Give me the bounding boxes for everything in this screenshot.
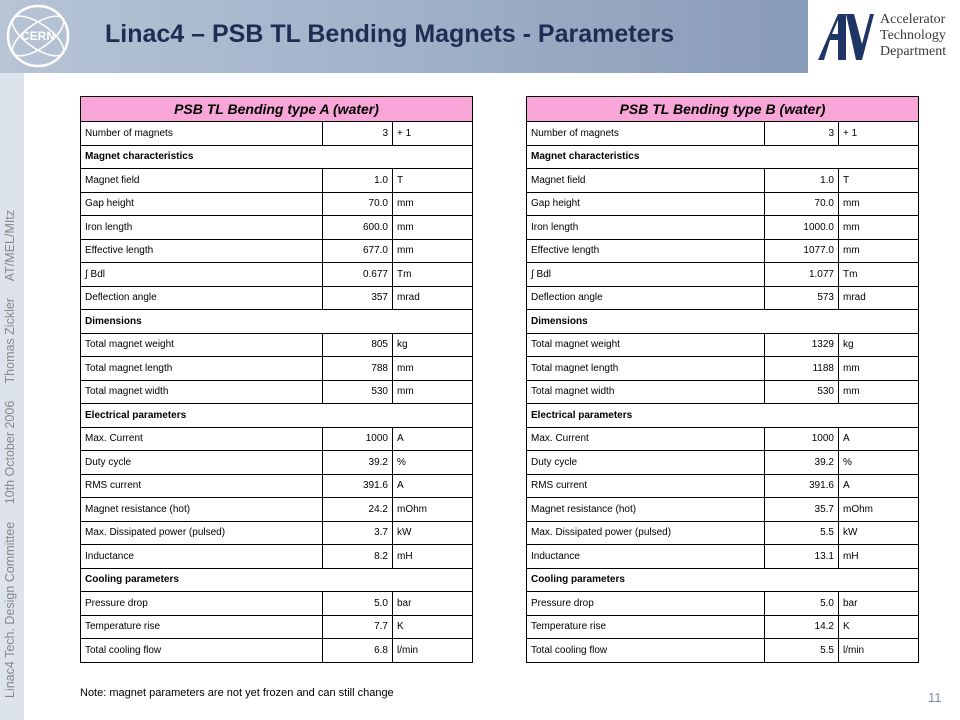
section-label: Electrical parameters <box>527 404 919 428</box>
param-label: Total magnet weight <box>527 333 765 357</box>
param-unit: mH <box>839 545 919 569</box>
slide-header <box>0 0 960 73</box>
section-label: Cooling parameters <box>81 568 473 592</box>
table-row <box>527 521 919 545</box>
slide-title: Linac4 – PSB TL Bending Magnets - Parameters <box>105 20 675 48</box>
param-label: Temperature rise <box>527 615 765 639</box>
table-row <box>527 545 919 569</box>
params-table-type-b <box>526 96 919 663</box>
section-label: Cooling parameters <box>527 568 919 592</box>
side-text-committee: Linac4 Tech. Design Committee <box>3 521 17 698</box>
table-row <box>81 192 473 216</box>
param-label: Duty cycle <box>527 451 765 475</box>
param-unit: % <box>839 451 919 475</box>
param-value: 1000 <box>323 427 393 451</box>
table-row <box>81 286 473 310</box>
section-row <box>81 145 473 169</box>
table-row <box>527 192 919 216</box>
atd-line-3: Department <box>880 44 947 59</box>
cern-logo-icon <box>5 3 71 69</box>
param-value: 39.2 <box>323 451 393 475</box>
table-row <box>81 239 473 263</box>
param-value: 35.7 <box>765 498 839 522</box>
side-text-author: Thomas Zickler <box>3 298 17 384</box>
atd-line-2: Technology <box>880 28 946 43</box>
param-unit: bar <box>393 592 473 616</box>
param-unit: + 1 <box>839 122 919 146</box>
params-table-type-a <box>80 96 473 663</box>
param-label: Iron length <box>81 216 323 240</box>
param-unit: mm <box>839 192 919 216</box>
param-value: 70.0 <box>765 192 839 216</box>
param-label: Number of magnets <box>81 122 323 146</box>
param-value: 5.5 <box>765 639 839 663</box>
param-value: 530 <box>323 380 393 404</box>
table-row <box>527 263 919 287</box>
table-row <box>81 427 473 451</box>
cern-logo-text: CERN <box>20 29 56 43</box>
param-value: 1329 <box>765 333 839 357</box>
param-label: Total magnet length <box>81 357 323 381</box>
param-unit: kg <box>393 333 473 357</box>
table-row <box>81 216 473 240</box>
atd-logo-icon <box>816 10 874 62</box>
param-label: Max. Dissipated power (pulsed) <box>527 521 765 545</box>
param-unit: A <box>393 474 473 498</box>
table-row <box>81 357 473 381</box>
param-value: 391.6 <box>765 474 839 498</box>
param-unit: mOhm <box>393 498 473 522</box>
param-label: Effective length <box>527 239 765 263</box>
table-row <box>81 169 473 193</box>
param-unit: mH <box>393 545 473 569</box>
param-unit: mm <box>393 216 473 240</box>
param-value: 788 <box>323 357 393 381</box>
side-text-group: AT/MEL/MItz <box>3 209 17 282</box>
side-text-date: 10th October 2006 <box>3 400 17 505</box>
param-unit: Tm <box>839 263 919 287</box>
table-row <box>527 239 919 263</box>
table-row <box>81 498 473 522</box>
param-unit: mm <box>839 380 919 404</box>
table-row <box>527 357 919 381</box>
param-unit: K <box>393 615 473 639</box>
param-unit: l/min <box>393 639 473 663</box>
param-value: 357 <box>323 286 393 310</box>
param-label: ∫ Bdl <box>527 263 765 287</box>
param-value: 600.0 <box>323 216 393 240</box>
param-value: 5.0 <box>765 592 839 616</box>
param-value: 14.2 <box>765 615 839 639</box>
param-label: Duty cycle <box>81 451 323 475</box>
param-label: Number of magnets <box>527 122 765 146</box>
section-label: Dimensions <box>527 310 919 334</box>
param-value: 805 <box>323 333 393 357</box>
param-unit: A <box>393 427 473 451</box>
table-row <box>81 122 473 146</box>
param-value: 391.6 <box>323 474 393 498</box>
table-row <box>527 474 919 498</box>
param-value: 7.7 <box>323 615 393 639</box>
param-value: 530 <box>765 380 839 404</box>
param-label: Pressure drop <box>81 592 323 616</box>
table-row <box>81 521 473 545</box>
table-row <box>81 451 473 475</box>
param-label: RMS current <box>81 474 323 498</box>
param-value: 1000 <box>765 427 839 451</box>
table-row <box>527 333 919 357</box>
table-row <box>527 498 919 522</box>
param-label: Total cooling flow <box>527 639 765 663</box>
table-title-row <box>527 97 919 122</box>
section-row <box>527 145 919 169</box>
param-label: RMS current <box>527 474 765 498</box>
param-unit: + 1 <box>393 122 473 146</box>
param-label: Iron length <box>527 216 765 240</box>
param-unit: mm <box>839 357 919 381</box>
param-unit: % <box>393 451 473 475</box>
param-value: 39.2 <box>765 451 839 475</box>
side-footer-text <box>3 98 21 698</box>
param-value: 3 <box>765 122 839 146</box>
table-row <box>81 263 473 287</box>
table-title-row <box>81 97 473 122</box>
table-row <box>527 639 919 663</box>
section-row <box>527 404 919 428</box>
param-label: Inductance <box>527 545 765 569</box>
table-row <box>527 451 919 475</box>
param-unit: T <box>839 169 919 193</box>
param-label: Total cooling flow <box>81 639 323 663</box>
param-label: Total magnet width <box>81 380 323 404</box>
param-value: 1.0 <box>765 169 839 193</box>
param-label: Pressure drop <box>527 592 765 616</box>
param-label: Max. Dissipated power (pulsed) <box>81 521 323 545</box>
param-value: 3 <box>323 122 393 146</box>
section-row <box>81 404 473 428</box>
param-value: 0.677 <box>323 263 393 287</box>
param-unit: kW <box>839 521 919 545</box>
table-row <box>81 639 473 663</box>
table-row <box>527 380 919 404</box>
section-row <box>527 568 919 592</box>
param-unit: mm <box>393 380 473 404</box>
table-row <box>81 380 473 404</box>
param-value: 1077.0 <box>765 239 839 263</box>
param-label: Gap height <box>527 192 765 216</box>
param-unit: T <box>393 169 473 193</box>
param-unit: mm <box>393 192 473 216</box>
param-unit: kg <box>839 333 919 357</box>
table-row <box>527 169 919 193</box>
param-value: 1000.0 <box>765 216 839 240</box>
param-label: Temperature rise <box>81 615 323 639</box>
param-label: Magnet resistance (hot) <box>527 498 765 522</box>
param-unit: bar <box>839 592 919 616</box>
param-label: Deflection angle <box>527 286 765 310</box>
param-unit: mm <box>393 357 473 381</box>
section-label: Magnet characteristics <box>527 145 919 169</box>
table-title: PSB TL Bending type B (water) <box>527 97 919 122</box>
table-row <box>81 615 473 639</box>
param-unit: kW <box>393 521 473 545</box>
table-row <box>81 474 473 498</box>
param-value: 5.0 <box>323 592 393 616</box>
param-unit: A <box>839 427 919 451</box>
param-value: 3.7 <box>323 521 393 545</box>
param-value: 8.2 <box>323 545 393 569</box>
table-row <box>527 286 919 310</box>
page-number: 11 <box>928 690 942 705</box>
param-label: Inductance <box>81 545 323 569</box>
param-label: ∫ Bdl <box>81 263 323 287</box>
param-value: 6.8 <box>323 639 393 663</box>
param-unit: mrad <box>839 286 919 310</box>
param-value: 5.5 <box>765 521 839 545</box>
table-row <box>81 333 473 357</box>
section-label: Magnet characteristics <box>81 145 473 169</box>
atd-logo-text <box>880 12 946 60</box>
param-unit: A <box>839 474 919 498</box>
footnote: Note: magnet parameters are not yet frozen and can still change <box>80 687 394 699</box>
param-unit: mm <box>839 216 919 240</box>
atd-logo <box>808 0 960 73</box>
section-label: Electrical parameters <box>81 404 473 428</box>
param-unit: K <box>839 615 919 639</box>
param-unit: l/min <box>839 639 919 663</box>
param-label: Magnet field <box>527 169 765 193</box>
param-label: Total magnet length <box>527 357 765 381</box>
table-row <box>527 216 919 240</box>
param-label: Effective length <box>81 239 323 263</box>
param-label: Gap height <box>81 192 323 216</box>
param-value: 1.077 <box>765 263 839 287</box>
param-label: Max. Current <box>527 427 765 451</box>
section-row <box>527 310 919 334</box>
table-row <box>527 615 919 639</box>
atd-line-1: Accelerator <box>880 12 946 27</box>
param-unit: mrad <box>393 286 473 310</box>
param-label: Magnet resistance (hot) <box>81 498 323 522</box>
param-label: Magnet field <box>81 169 323 193</box>
param-label: Max. Current <box>81 427 323 451</box>
param-label: Total magnet width <box>527 380 765 404</box>
table-row <box>81 592 473 616</box>
param-label: Deflection angle <box>81 286 323 310</box>
param-unit: mm <box>839 239 919 263</box>
section-label: Dimensions <box>81 310 473 334</box>
table-row <box>81 545 473 569</box>
section-row <box>81 568 473 592</box>
table-row <box>527 427 919 451</box>
table-row <box>527 592 919 616</box>
table-row <box>527 122 919 146</box>
table-title: PSB TL Bending type A (water) <box>81 97 473 122</box>
param-value: 677.0 <box>323 239 393 263</box>
param-value: 1188 <box>765 357 839 381</box>
param-value: 573 <box>765 286 839 310</box>
param-unit: mm <box>393 239 473 263</box>
param-value: 70.0 <box>323 192 393 216</box>
param-label: Total magnet weight <box>81 333 323 357</box>
param-unit: Tm <box>393 263 473 287</box>
param-unit: mOhm <box>839 498 919 522</box>
section-row <box>81 310 473 334</box>
param-value: 1.0 <box>323 169 393 193</box>
param-value: 24.2 <box>323 498 393 522</box>
param-value: 13.1 <box>765 545 839 569</box>
